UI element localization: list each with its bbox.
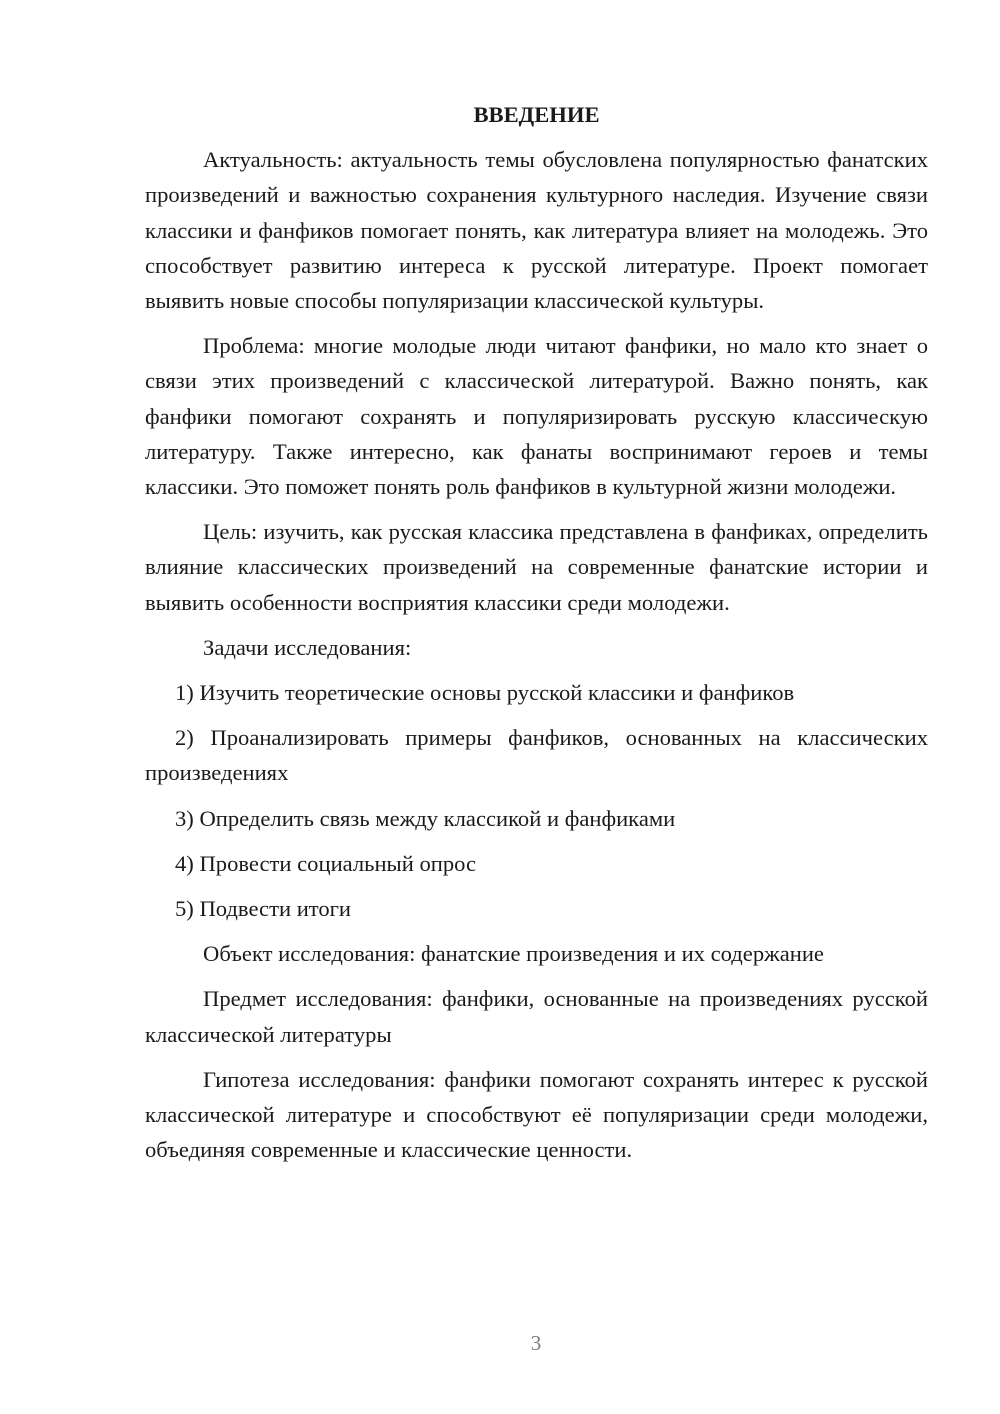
tasks-heading: Задачи исследования: (203, 634, 412, 660)
task-item-4: 4) Провести социальный опрос (175, 850, 477, 876)
page-number: 3 (530, 1331, 542, 1355)
task-item-3: 3) Определить связь между классикой и фанфиками (175, 805, 676, 831)
task-item-5: 5) Подвести итоги (175, 896, 352, 922)
subject-paragraph: Предмет исследования: фанфики, основанные на произведениях русской классической литературы (145, 986, 928, 1047)
problem-paragraph: Проблема: многие молодые люди читают фанфики, но мало кто знает о связи этих произведений с классической литературой. Важно понять, как фанфики помогают сохранять и популяризировать русскую классическую литературу. Также интересно, как фанаты воспринимают героев и темы классики. Это поможет понять роль фанфиков в культурной жизни молодежи. (145, 333, 928, 500)
object-paragraph: Объект исследования: фанатские произведения и их содержание (203, 941, 824, 967)
task-item-1: 1) Изучить теоретические основы русской классики и фанфиков (175, 680, 795, 706)
document-body (145, 97, 928, 1177)
task-item-2: 2) Проанализировать примеры фанфиков, основанных на классических произведениях (145, 725, 928, 786)
hypothesis-paragraph: Гипотеза исследования: фанфики помогают сохранять интерес к русской классической литературе и способствуют её популяризации среди молодежи, объединяя современные и классические ценности. (145, 1066, 928, 1163)
goal-paragraph: Цель: изучить, как русская классика представлена в фанфиках, определить влияние классических произведений на современные фанатские истории и выявить особенности восприятия классики среди молодежи. (145, 519, 928, 615)
relevance-paragraph: Актуальность: актуальность темы обусловлена популярностью фанатских произведений и важностью сохранения культурного наследия. Изучение связи классики и фанфиков помогает понять, как литература влияет на молодежь. Это способствует развитию интереса к русской литературе. Проект помогает выявить новые способы популяризации классической культуры. (145, 147, 928, 314)
section-title: ВВЕДЕНИЕ (473, 102, 600, 127)
